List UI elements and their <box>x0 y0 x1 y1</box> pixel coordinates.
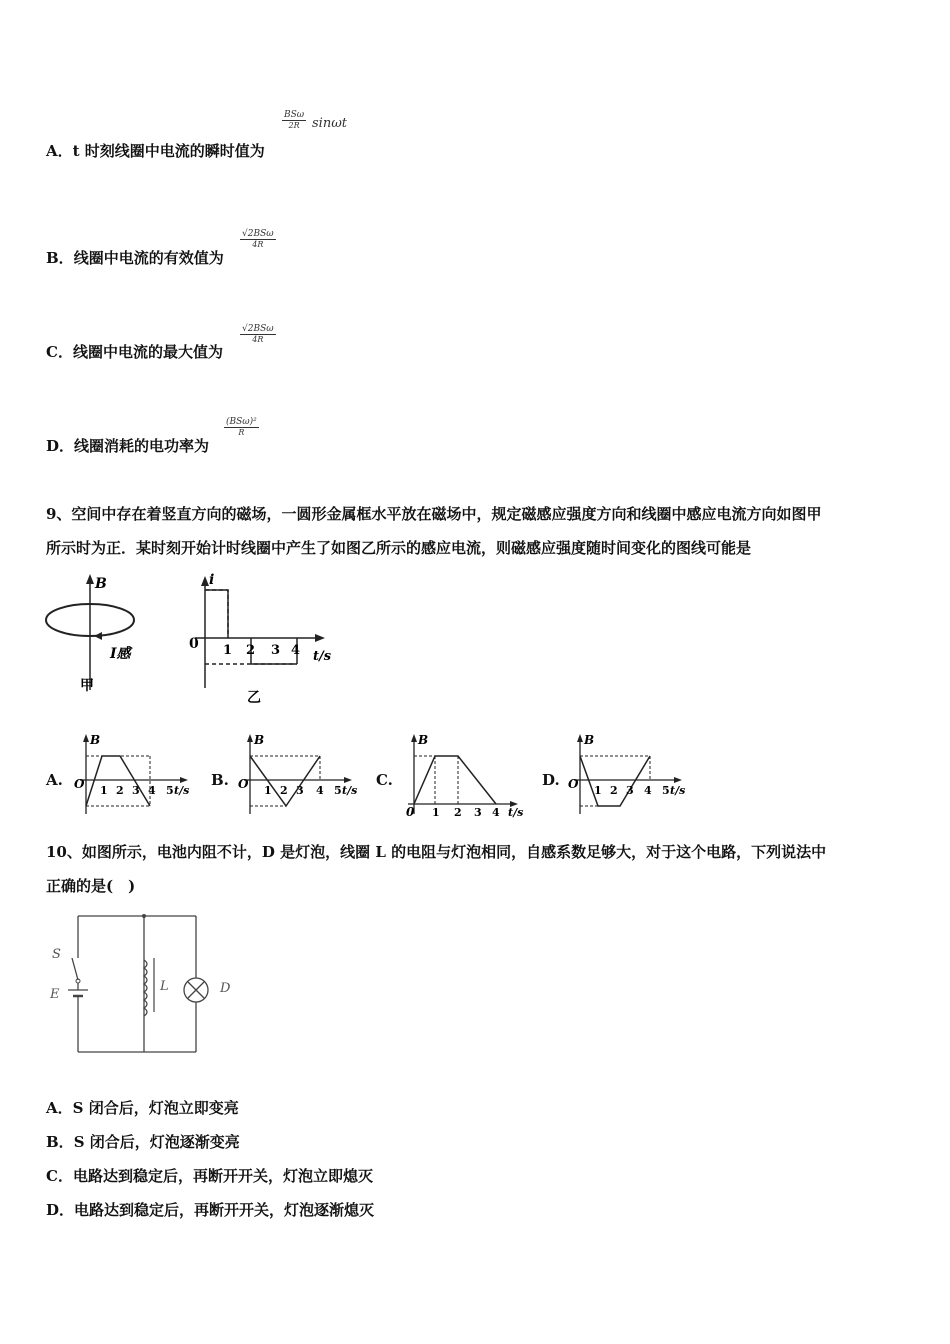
q8-option-c[interactable]: C．线圈中电流的最大值为 <box>46 343 223 361</box>
svg-text:t/s: t/s <box>508 806 524 819</box>
formula-a: BSω 2R <box>284 110 305 130</box>
q10-stem-line1: 10、如图所示，电池内阻不计，D 是灯泡，线圈 L 的电阻与灯泡相同，自感系数足够大，对于这个电路，下列说法中 <box>46 843 827 861</box>
formula-d: (BSω)² R <box>226 417 257 437</box>
svg-text:t/s: t/s <box>342 784 358 797</box>
svg-text:4: 4 <box>492 806 500 819</box>
inductor-label: L <box>160 979 169 994</box>
q10-stem <box>46 835 916 903</box>
svg-text:4: 4 <box>148 784 156 797</box>
svg-text:3: 3 <box>626 784 634 797</box>
svg-text:t/s: t/s <box>313 649 332 664</box>
svg-text:B: B <box>90 733 101 747</box>
svg-text:1: 1 <box>594 784 602 797</box>
svg-text:1: 1 <box>432 806 440 819</box>
svg-text:2: 2 <box>280 784 288 797</box>
q9-option-b-label[interactable]: B. <box>211 771 229 789</box>
q9-option-d-graph[interactable] <box>566 730 696 820</box>
svg-text:3: 3 <box>271 643 281 658</box>
svg-text:B: B <box>418 733 429 747</box>
q9-option-b-graph[interactable] <box>236 730 366 820</box>
q9-stem <box>46 497 916 565</box>
svg-text:3: 3 <box>132 784 140 797</box>
q9-stem-line1: 9、空间中存在着竖直方向的磁场，一圆形金属框水平放在磁场中，规定磁感应强度方向和线圈中感应电流方向如图甲 <box>46 505 822 523</box>
svg-text:3: 3 <box>474 806 482 819</box>
q9-option-d-label[interactable]: D. <box>542 771 560 789</box>
q9-option-a-graph[interactable] <box>72 730 192 820</box>
q10-stem-line2: 正确的是( ) <box>46 877 136 895</box>
svg-text:t/s: t/s <box>174 784 190 797</box>
q8-option-a[interactable]: A．t 时刻线圈中电流的瞬时值为 <box>46 142 265 160</box>
jia-b-label: B <box>95 576 107 592</box>
jia-caption: 甲 <box>80 678 94 694</box>
svg-text:2: 2 <box>610 784 618 797</box>
svg-text:1: 1 <box>100 784 108 797</box>
q9-option-a-label[interactable]: A. <box>46 771 63 789</box>
formula-a-tail: sinωt <box>312 116 348 131</box>
q10-option-b[interactable]: B．S 闭合后，灯泡逐渐变亮 <box>46 1133 240 1151</box>
svg-text:5: 5 <box>662 784 670 797</box>
svg-text:i: i <box>209 572 215 588</box>
formula-b: √2BSω 4R <box>242 229 274 249</box>
formula-c: √2BSω 4R <box>242 324 274 344</box>
svg-text:1: 1 <box>264 784 272 797</box>
svg-text:乙: 乙 <box>247 690 261 706</box>
battery-label: E <box>50 987 60 1002</box>
svg-text:2: 2 <box>116 784 124 797</box>
svg-text:O: O <box>238 777 249 791</box>
svg-text:0: 0 <box>189 636 199 652</box>
svg-text:0: 0 <box>406 805 415 819</box>
svg-text:4: 4 <box>644 784 652 797</box>
svg-text:2: 2 <box>246 643 256 658</box>
svg-text:O: O <box>74 777 85 791</box>
circuit-diagram <box>44 906 244 1066</box>
svg-text:5: 5 <box>334 784 342 797</box>
svg-text:5: 5 <box>166 784 174 797</box>
q8-option-d[interactable]: D．线圈消耗的电功率为 <box>46 437 210 455</box>
svg-text:t/s: t/s <box>670 784 686 797</box>
q10-option-c[interactable]: C．电路达到稳定后，再断开开关，灯泡立即熄灭 <box>46 1167 373 1185</box>
svg-text:O: O <box>568 777 579 791</box>
q9-option-c-label[interactable]: C. <box>376 771 393 789</box>
svg-text:B: B <box>254 733 265 747</box>
figure-jia <box>40 570 150 700</box>
q9-stem-line2: 所示时为正．某时刻开始计时线圈中产生了如图乙所示的感应电流，则磁感应强度随时间变化的图线可能是 <box>46 539 752 557</box>
jia-current-label: I感 <box>110 646 131 662</box>
svg-text:1: 1 <box>223 643 233 658</box>
svg-text:2: 2 <box>454 806 462 819</box>
figure-yi <box>185 568 345 708</box>
svg-text:4: 4 <box>316 784 324 797</box>
q10-option-a[interactable]: A．S 闭合后，灯泡立即变亮 <box>46 1099 239 1117</box>
svg-text:4: 4 <box>291 643 301 658</box>
svg-text:B: B <box>584 733 595 747</box>
lamp-label: D <box>220 981 231 996</box>
switch-label: S <box>52 947 61 962</box>
svg-text:3: 3 <box>296 784 304 797</box>
q10-option-d[interactable]: D．电路达到稳定后，再断开开关，灯泡逐渐熄灭 <box>46 1201 375 1219</box>
q8-option-b[interactable]: B．线圈中电流的有效值为 <box>46 249 224 267</box>
q9-option-c-graph[interactable] <box>400 730 530 820</box>
